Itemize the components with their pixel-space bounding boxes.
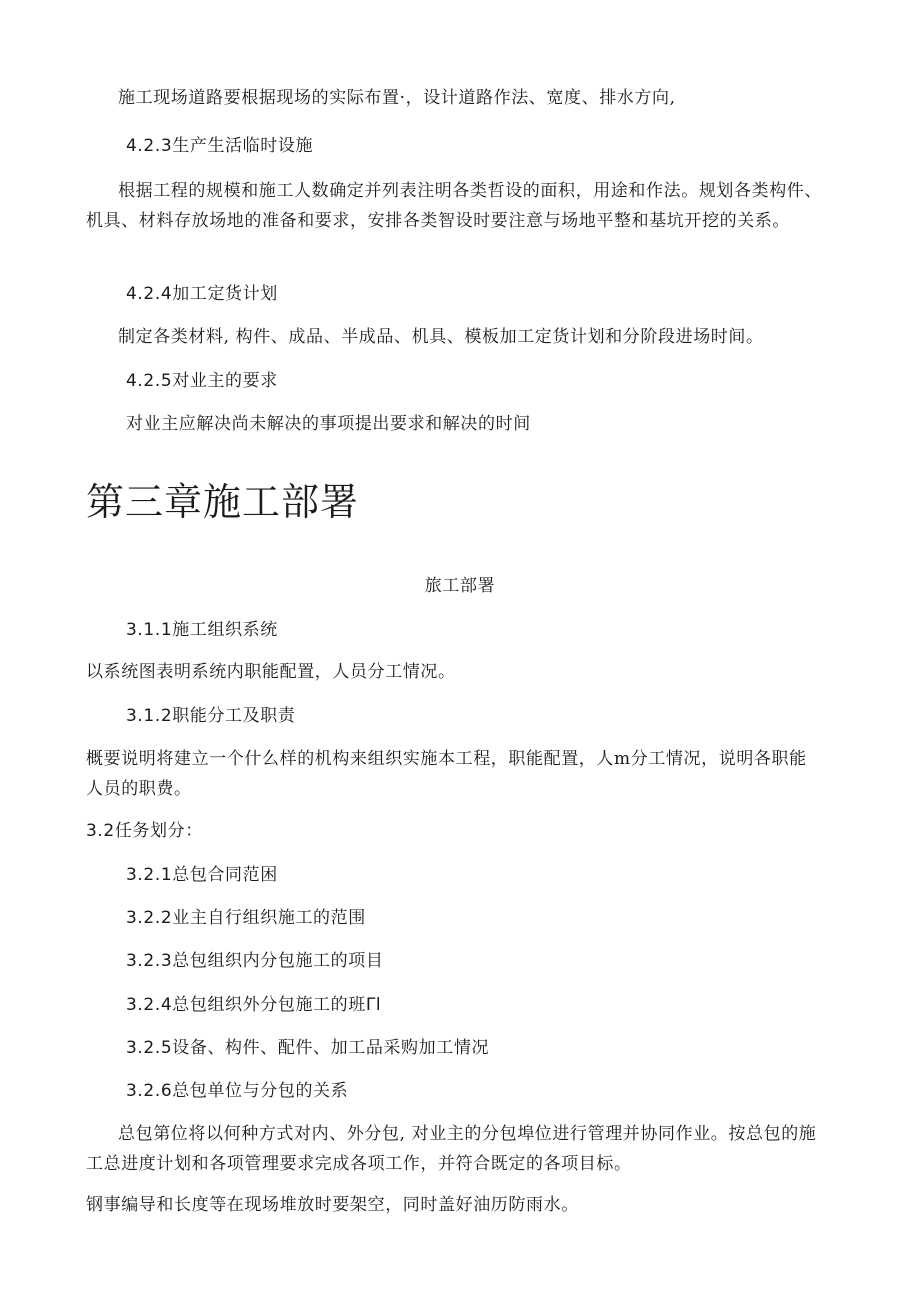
heading-4-2-4: 4.2.4加工定货计划 [126, 284, 278, 304]
heading-4-2-3: 4.2.3生产生活临时设施 [126, 136, 314, 156]
heading-3-2-4: 3.2.4总包组织外分包施工的班Γl [126, 995, 382, 1015]
heading-3-2-6: 3.2.6总包单位与分包的关系 [126, 1081, 349, 1101]
paragraph-duties: 概要说明将建立一个什么样的机构来组织实施本工程，职能配置，人m分工情况，说明各职能人员的职费。 [86, 749, 807, 799]
heading-3-2-2: 3.2.2业主自行组织施工的范围 [126, 908, 366, 928]
paragraph-temporary-facilities: 根据工程的规模和施工人数确定并列表注明各类哲设的面积，用途和作法。规划各类构件、机具、材料存放场地的准备和要求，安排各类智设时要注意与场地平整和基坑开挖的关系。 [86, 181, 822, 231]
heading-3-2-1: 3.2.1总包合同范困 [126, 865, 278, 885]
paragraph-owner-requirements: 对业主应解决尚未解决的事项提出要求和解决的时间 [126, 414, 531, 434]
paragraph-road-layout: 施工现场道路要根据现场的实际布置·，设计道路作法、宽度、排水方向, [118, 88, 676, 108]
heading-4-2-5: 4.2.5对业主的要求 [126, 371, 278, 391]
paragraph-subcontract-relations: 总包第位将以何种方式对内、外分包, 对业主的分包埠位进行管理并协同作业。按总包的施工总进度计划和各项管理要求完成各项工作，并符合既定的各项目标。 [86, 1124, 817, 1174]
heading-3-2-3: 3.2.3总包组织内分包施工的项目 [126, 951, 384, 971]
section-title: 旅工部署 [424, 576, 496, 596]
paragraph-steel-storage: 钢事编导和长度等在现场堆放时要架空，同时盖好油历防雨水。 [86, 1195, 579, 1215]
chapter-title: 第三章施工部署 [86, 480, 360, 524]
heading-3-2: 3.2任务划分： [86, 821, 203, 841]
heading-3-1-2: 3.1.2职能分工及职责 [126, 706, 296, 726]
paragraph-ordering-plan: 制定各类材料, 构件、成品、半成品、机具、模板加工定货计划和分阶段进场时间。 [118, 327, 764, 347]
heading-3-2-5: 3.2.5设备、构件、配件、加工品采购加工情况 [126, 1038, 490, 1058]
paragraph-org-system: 以系统图表明系统内职能配置，人员分工情况。 [86, 662, 456, 682]
heading-3-1-1: 3.1.1施工组织系统 [126, 620, 278, 640]
